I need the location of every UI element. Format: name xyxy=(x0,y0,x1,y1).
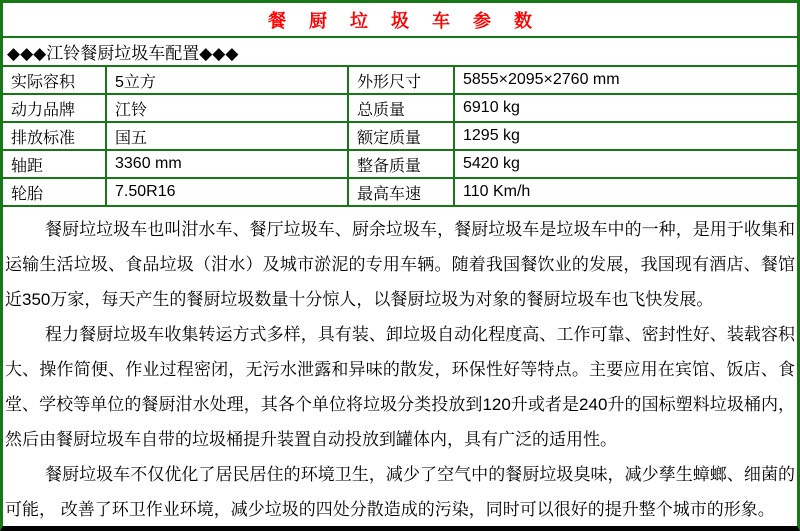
description-paragraph: 餐厨垃圾车不仅优化了居民居住的环境卫生，减少了空气中的餐厨垃圾臭味，减少孳生蟑螂、细菌的可能， 改善了环卫作业环境，减少垃圾的四处分散造成的污染，同时可以很好的提升整个城市的形象。 xyxy=(5,465,795,519)
table-row xyxy=(3,150,797,178)
spec-value: 1295 kg xyxy=(454,122,797,150)
config-header: ◆◆◆江铃餐厨垃圾车配置◆◆◆ xyxy=(3,38,797,67)
spec-value: 江铃 xyxy=(106,94,348,122)
table-row xyxy=(3,178,797,206)
page-title: 餐 厨 垃 圾 车 参 数 xyxy=(267,10,541,31)
spec-label: 总质量 xyxy=(348,94,454,122)
spec-value: 5420 kg xyxy=(454,150,797,178)
spec-label: 实际容积 xyxy=(3,67,106,94)
spec-value: 7.50R16 xyxy=(106,178,348,206)
spec-label: 额定质量 xyxy=(348,122,454,150)
spec-label: 整备质量 xyxy=(348,150,454,178)
title-row xyxy=(3,3,797,38)
spec-value: 5855×2095×2760 mm xyxy=(454,67,797,94)
spec-table xyxy=(3,67,797,207)
spec-value: 3360 mm xyxy=(106,150,348,178)
spec-label: 轴距 xyxy=(3,150,106,178)
spec-value: 5立方 xyxy=(106,67,348,94)
spec-label: 外形尺寸 xyxy=(348,67,454,94)
spec-label: 动力品牌 xyxy=(3,94,106,122)
description-paragraph: 餐厨垃垃圾车也叫泔水车、餐厅垃圾车、厨余垃圾车，餐厨垃圾车是垃圾车中的一种，是用于收集和运输生活垃圾、食品垃圾（泔水）及城市淤泥的专用车辆。随着我国餐饮业的发展，我国现有酒店、餐馆近350万家，每天产生的餐厨垃圾数量十分惊人，以餐厨垃圾为对象的餐厨垃圾车也飞快发展。 xyxy=(5,220,795,309)
spec-label: 最高车速 xyxy=(348,178,454,206)
description-text xyxy=(3,207,797,527)
spec-label: 轮胎 xyxy=(3,178,106,206)
spec-value: 6910 kg xyxy=(454,94,797,122)
table-row xyxy=(3,67,797,94)
spec-label: 排放标准 xyxy=(3,122,106,150)
table-row xyxy=(3,122,797,150)
spec-value: 110 Km/h xyxy=(454,178,797,206)
description-paragraph: 程力餐厨垃圾车收集转运方式多样，具有装、卸垃圾自动化程度高、工作可靠、密封性好、装载容积大、操作简便、作业过程密闭，无污水泄露和异味的散发，环保性好等特点。主要应用在宾馆、饭店、食堂、学校等单位的餐厨泔水处理，其各个单位将垃圾分类投放到120升或者是240升的国标塑料垃圾桶内，然后由餐厨垃圾车自带的垃圾桶提升装置自动投放到罐体内，具有广泛的适用性。 xyxy=(5,325,795,449)
spec-value: 国五 xyxy=(106,122,348,150)
table-row xyxy=(3,94,797,122)
